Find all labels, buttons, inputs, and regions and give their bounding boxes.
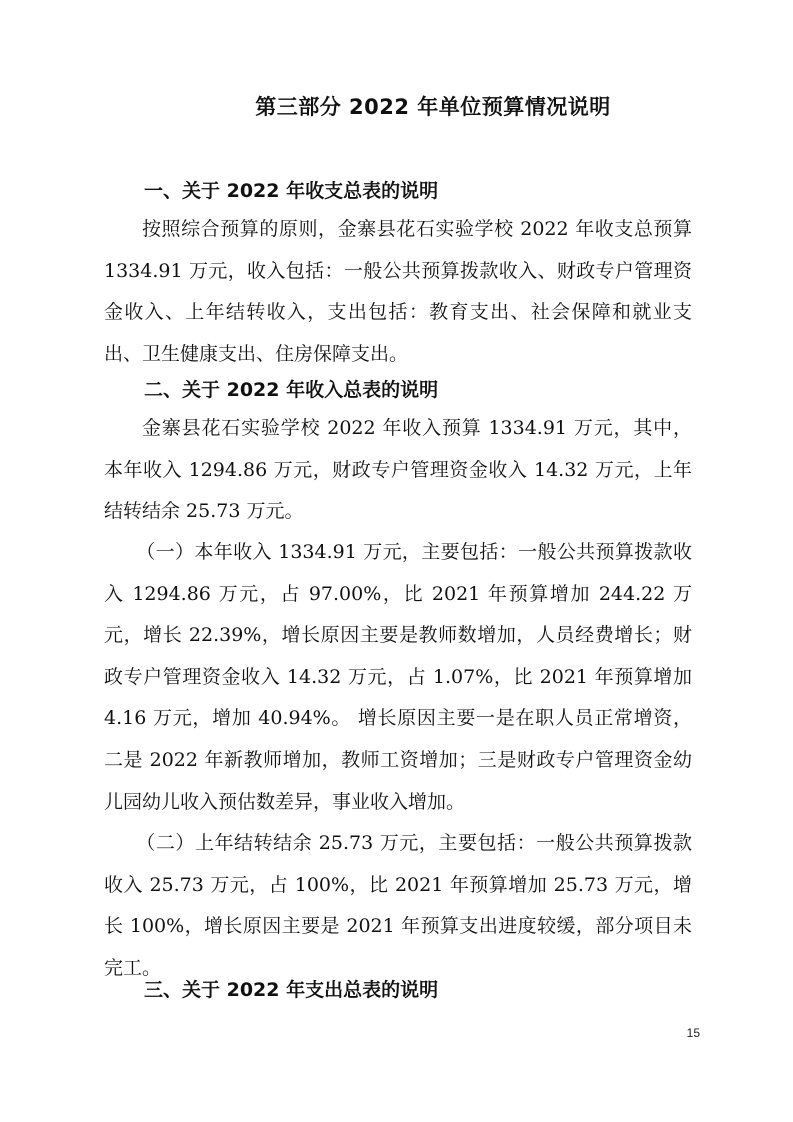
- section-heading-2: 二、关于 2022 年收入总表的说明: [144, 379, 439, 401]
- page-number: 15: [686, 1026, 700, 1040]
- paragraph-income-total: 金寨县花石实验学校 2022 年收入预算 1334.91 万元，其中，本年收入 1294.86 万元，财政专户管理资金收入 14.32 万元，上年结转结余 25.73 万元。: [104, 417, 692, 523]
- page-title: 第三部分 2022 年单位预算情况说明: [255, 95, 611, 119]
- section-heading-1: 一、关于 2022 年收支总表的说明: [144, 180, 439, 202]
- section-heading-3: 三、关于 2022 年支出总表的说明: [144, 979, 439, 1001]
- paragraph-current-year-income: （一）本年收入 1334.91 万元，主要包括：一般公共预算拨款收入 1294.86 万元，占 97.00%，比 2021 年预算增加 244.22 万元，增长 22.39%，增长原因主要是教师数增加，人员经费增长；财政专户管理资金收入 14.32 万元，占 1.07%，比 2021 年预算增加 4.16 万元，增加 40.94%。 增长原因主要一是在职人员正常增资，二是 2022 年新教师增加，教师工资增加；三是财政专户管理资金幼儿园幼儿收入预估数差异，事业收入增加。: [104, 541, 692, 813]
- paragraph-carryover-balance: （二）上年结转结余 25.73 万元，主要包括：一般公共预算拨款收入 25.73 万元，占 100%，比 2021 年预算增加 25.73 万元，增长 100%，增长原因主要是 2021 年预算支出进度较缓，部分项目未完工。: [104, 832, 692, 979]
- paragraph-income-expense-summary: 按照综合预算的原则，金寨县花石实验学校 2022 年收支总预算 1334.91 万元，收入包括：一般公共预算拨款收入、财政专户管理资金收入、上年结转收入，支出包括：教育支出、社会保障和就业支出、卫生健康支出、住房保障支出。: [104, 218, 692, 365]
